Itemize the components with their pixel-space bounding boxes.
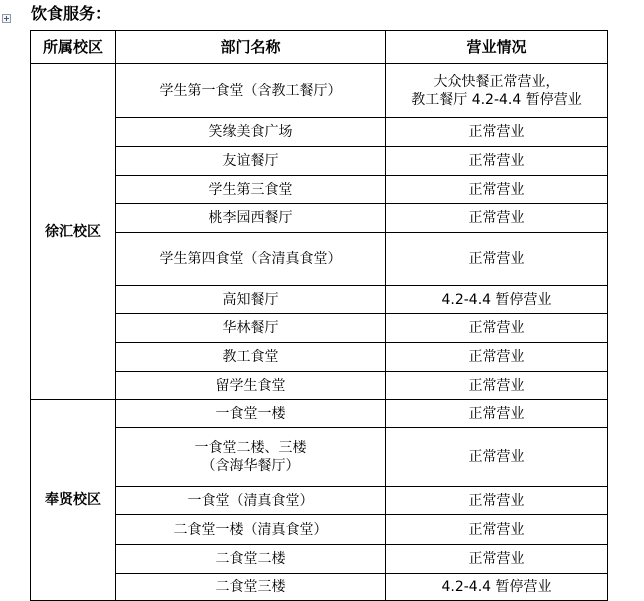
department-name-cell <box>116 204 386 233</box>
department-name-text: 笑缘美食广场 <box>208 124 293 140</box>
department-name-cell <box>116 428 386 487</box>
status-cell <box>386 118 608 147</box>
table-row <box>31 147 608 176</box>
status-text: 正常营业 <box>468 153 525 169</box>
department-name-cell <box>116 233 386 286</box>
department-name-cell <box>116 314 386 343</box>
status-text: 正常营业 <box>468 181 525 198</box>
status-text: 正常营业 <box>468 377 525 394</box>
status-cell <box>386 147 608 176</box>
table-header-row <box>31 31 608 64</box>
campus-cell: 徐汇校区 <box>31 64 116 400</box>
campus-cell: 奉贤校区 <box>31 400 116 601</box>
status-text: 正常营业 <box>468 492 525 509</box>
department-name-cell <box>116 286 386 314</box>
status-cell <box>386 204 608 233</box>
department-name-text: 一食堂（清真食堂） <box>187 492 314 509</box>
table-row <box>31 487 608 515</box>
table-row <box>31 515 608 545</box>
status-text: 正常营业 <box>468 449 525 465</box>
table-row <box>31 574 608 601</box>
status-text: 正常营业 <box>468 320 525 336</box>
department-name-cell <box>116 147 386 176</box>
status-text: 正常营业 <box>468 251 525 267</box>
header-status: 营业情况 <box>386 31 608 64</box>
department-name-cell <box>116 372 386 400</box>
table-row <box>31 64 608 118</box>
status-text: 教工餐厅 4.2-4.4 暂停营业 <box>411 91 582 108</box>
status-text: 大众快餐正常营业， <box>433 73 560 90</box>
department-name-text: 一食堂一楼 <box>215 405 286 422</box>
department-name-text: 二食堂三楼 <box>215 579 286 595</box>
header-campus: 所属校区 <box>31 31 116 64</box>
status-cell <box>386 343 608 372</box>
department-name-cell <box>116 574 386 601</box>
status-cell <box>386 176 608 204</box>
status-text: 4.2-4.4 暂停营业 <box>441 579 552 595</box>
status-cell <box>386 574 608 601</box>
status-cell <box>386 545 608 574</box>
status-text: 4.2-4.4 暂停营业 <box>441 291 552 308</box>
department-name-text: 桃李园西餐厅 <box>208 210 293 226</box>
table-row <box>31 372 608 400</box>
table-row <box>31 428 608 487</box>
department-name-text: 一食堂二楼、三楼 <box>194 440 307 456</box>
status-text: 正常营业 <box>468 551 525 567</box>
section-title: 饮食服务： <box>31 4 112 23</box>
status-cell <box>386 515 608 545</box>
department-name-text: 留学生食堂 <box>215 377 286 394</box>
table-move-handle-icon[interactable] <box>2 14 11 23</box>
table-row <box>31 314 608 343</box>
status-text: 正常营业 <box>468 210 525 226</box>
department-name-text: 高知餐厅 <box>222 291 279 308</box>
status-text: 正常营业 <box>468 349 525 365</box>
dining-services-table <box>30 30 608 601</box>
table-row <box>31 400 608 428</box>
department-name-cell <box>116 487 386 515</box>
department-name-cell <box>116 176 386 204</box>
table-row <box>31 204 608 233</box>
department-name-cell <box>116 64 386 118</box>
department-name-text: 学生第一食堂（含教工餐厅） <box>159 82 342 99</box>
department-name-text: 学生第四食堂（含清真食堂） <box>159 251 342 267</box>
status-text: 正常营业 <box>468 405 525 422</box>
department-name-text: 二食堂一楼（清真食堂） <box>173 521 328 538</box>
status-text: 正常营业 <box>468 521 525 538</box>
header-department: 部门名称 <box>116 31 386 64</box>
department-name-text: 教工食堂 <box>222 349 279 365</box>
department-name-cell <box>116 343 386 372</box>
table-row <box>31 176 608 204</box>
department-name-text: 华林餐厅 <box>222 320 279 336</box>
table-row <box>31 286 608 314</box>
status-cell <box>386 487 608 515</box>
status-cell <box>386 64 608 118</box>
table-row <box>31 343 608 372</box>
department-name-text: 友谊餐厅 <box>222 153 279 169</box>
department-name-text: 二食堂二楼 <box>215 551 286 567</box>
department-name-cell <box>116 545 386 574</box>
table-row <box>31 233 608 286</box>
department-name-cell <box>116 515 386 545</box>
department-name-text: （含海华餐厅） <box>201 458 300 474</box>
status-cell <box>386 372 608 400</box>
status-cell <box>386 233 608 286</box>
department-name-cell <box>116 118 386 147</box>
status-cell <box>386 286 608 314</box>
table-row <box>31 545 608 574</box>
status-cell <box>386 400 608 428</box>
department-name-text: 学生第三食堂 <box>208 181 293 198</box>
table-row <box>31 118 608 147</box>
status-cell <box>386 428 608 487</box>
department-name-cell <box>116 400 386 428</box>
status-cell <box>386 314 608 343</box>
status-text: 正常营业 <box>468 124 525 140</box>
